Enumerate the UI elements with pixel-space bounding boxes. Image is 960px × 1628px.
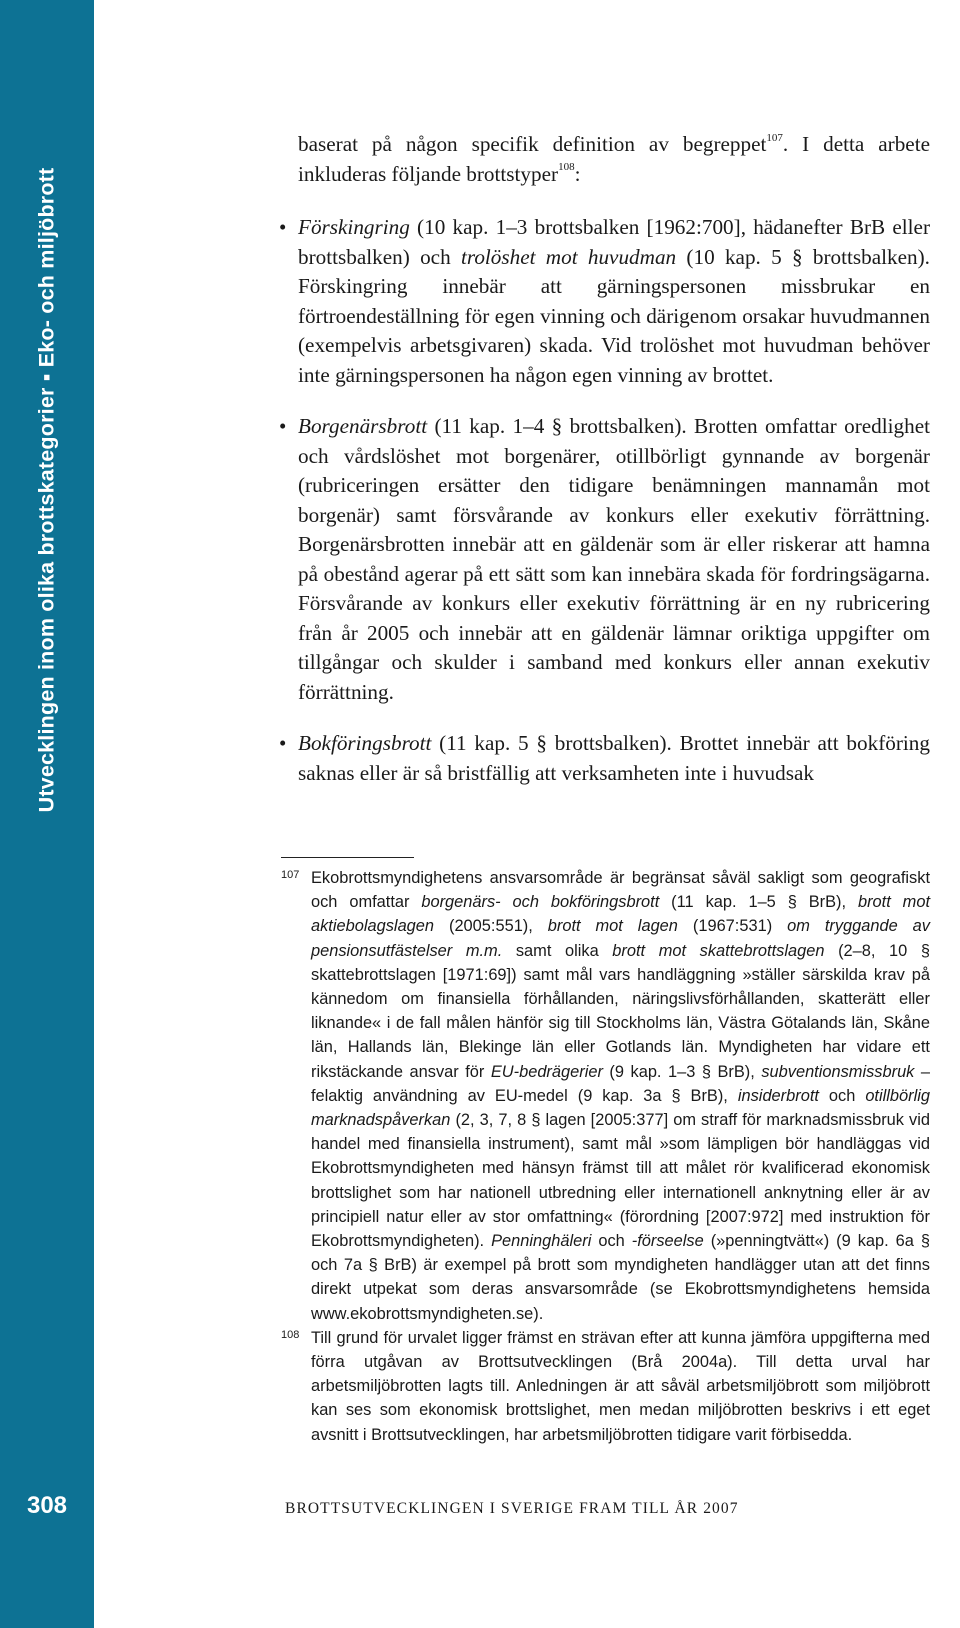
footnote-ref-107: 107 [766, 131, 783, 144]
footnote-ref-108: 108 [558, 161, 575, 174]
footnote-italic-term: brott mot lagen [547, 917, 678, 936]
intro-text: . I detta arbete inkluderas följande brottstyper [298, 132, 931, 186]
list-item [279, 213, 930, 390]
footnote-italic-term: Penninghäleri [491, 1232, 592, 1251]
footnote-italic-term: brott mot skattebrottslagen [612, 941, 825, 960]
crime-term: Borgenärsbrott [298, 414, 428, 438]
running-footer: BROTTSUTVECKLINGEN I SVERIGE FRAM TILL ÅR 2007 [285, 1500, 739, 1517]
footnote-text [311, 1329, 930, 1444]
footnote-italic-term: -förseelse [631, 1232, 704, 1251]
footnote-text-segment: (2, 3, 7, 8 § lagen [2005:377] om straff för marknadsmissbruk vid handel med finansiella instrument), samt mål »som lämpligen bör handläggas vid Ekobrottsmyndigheten med hänsyn främst till att målet rör kvalificerad ekonomisk brottslighet som har nationell utbredning eller internationell anknytning eller är av principiell natur eller av stor omfattning« (förordning [2007:972] med instruktion för Ekobrottsmyndigheten). [311, 1111, 930, 1251]
footnote-text-segment: (»penningtvätt«) (9 kap. 6a § och 7a § BrB) är exempel på brott som myndigheten handlägger utan att det finns direkt utpekat som deras ansvarsområde (se Ekobrottsmyndighetens hemsida www.ekobrottsmyndigheten.se). [311, 1232, 930, 1323]
footnote-text-segment: (2–8, 10 § skattebrottslagen [1971:69]) samt mål vars handläggning »ställer särskilda krav på kännedom om finansiella förhållanden, näringslivsförhållanden, skatterätt eller liknande« i de fall målen hänför sig till Stockholms län, Västra Götalands län, Skåne län, Hallands län, Blekinge län eller Gotlands län. Myndigheten har vidare ett rikstäckande ansvar för [311, 941, 930, 1081]
footnote-108 [281, 1326, 930, 1447]
footnotes [281, 866, 930, 1447]
footnote-divider [281, 857, 414, 858]
footnote-text-segment: samt olika [502, 941, 613, 960]
footnote-text [311, 869, 930, 1323]
crime-term: trolöshet mot huvudman [460, 244, 677, 269]
list-item [279, 729, 930, 788]
list-item-text: (11 kap. 5 § brottsbalken). Brottet innebär att bokföring saknas eller är så bristfällig att verksamheten inte i huvudsak [298, 731, 930, 785]
main-text [279, 130, 931, 810]
footnote-text-segment: (9 kap. 1–3 § BrB), [602, 1062, 762, 1081]
bullet-icon: • [279, 215, 287, 239]
footnote-italic-term: insiderbrott [737, 1086, 819, 1105]
crime-term: Förskingring [298, 215, 410, 239]
footnote-107 [281, 866, 930, 1326]
footnote-text-segment: och [818, 1086, 866, 1105]
sidebar-title: Utvecklingen inom olika brottskategorier ▪ Eko- och miljöbrott [34, 167, 59, 813]
crime-term: Bokföringsbrott [298, 731, 432, 755]
footnote-text-segment: Till grund för urvalet ligger främst en strävan efter att kunna jämföra uppgifterna med förra utgåvan av Brottsutvecklingen (Brå 2004a). Till detta urval har arbetsmiljöbrotten lagts till. Anledningen är att såväl arbetsmiljöbrott som miljöbrott kan ses som ekonomisk brottslighet, men medan miljöbrotten beskrivs i ett eget avsnitt i Brottsutvecklingen, har arbetsmiljöbrotten tidigare varit förbisedda. [311, 1328, 930, 1444]
footnote-text-segment: Ekobrottsmyndighetens ansvarsområde är begränsat såväl sakligt som geografiskt och omfattar [311, 869, 930, 912]
page-number: 308 [26, 1492, 68, 1519]
crime-type-list [279, 213, 930, 788]
list-item-text: (10 kap. 1–3 brottsbalken [1962:700], hädanefter BrB eller brottsbalken) och [298, 215, 930, 269]
footnote-italic-term: subventionsmissbruk [761, 1062, 915, 1081]
footnote-text-segment: (1967:531) [677, 917, 788, 936]
footnote-number: 108 [281, 1328, 300, 1341]
sidebar [0, 0, 94, 1628]
footnote-italic-term: om tryggande av pensionsutfästelser m.m. [311, 917, 930, 960]
footnote-text-segment: och [591, 1232, 632, 1251]
bullet-icon: • [279, 414, 287, 438]
footnote-italic-term: EU-bedrägerier [490, 1062, 603, 1081]
footnote-text-segment: (2005:551), [434, 917, 548, 936]
footnote-italic-term: borgenärs- och bokföringsbrott [421, 893, 660, 912]
footnote-text-segment: – felaktig användning av EU-medel (9 kap. 3a § BrB), [311, 1062, 930, 1105]
footnote-italic-term: otillbörlig marknadspåverkan [311, 1086, 930, 1130]
intro-text: baserat på någon specifik definition av begreppet [298, 132, 767, 156]
intro-paragraph [298, 130, 930, 189]
footnote-number: 107 [281, 869, 300, 881]
footnote-text-segment: (11 kap. 1–5 § BrB), [659, 893, 858, 912]
list-item-text: (10 kap. 5 § brottsbalken). Förskingring innebär att gärningspersonen missbrukar en förtroendeställning för egen vinning och därigenom orsakar huvudmannen (exempelvis arbetsgivaren) skada. Vid trolöshet mot huvudman behöver inte gärningspersonen ha någon egen vinning av brottet. [298, 244, 930, 387]
footnote-italic-term: brott mot aktiebolagslagen [311, 893, 930, 936]
intro-text: : [574, 161, 581, 186]
bullet-icon: • [279, 731, 287, 755]
list-item [279, 412, 930, 707]
list-item-text: (11 kap. 1–4 § brottsbalken). Brotten omfattar oredlighet och vårdslöshet mot borgenärer, otillbörligt gynnande av borgenär (rubriceringen ersätter den tidigare benämningen mannamån mot borgenär) samt försvårande av konkurs eller exekutiv förrättning. Borgenärsbrotten innebär att en gäldenär som är eller riskerar att hamna på obestånd agerar på ett sätt som kan innebära skada för fordringsägarna. Försvårande av konkurs eller exekutiv förrättning är en ny rubricering från år 2005 och innebär att en gäldenär lämnar oriktiga uppgifter om tillgångar och skulder i samband med konkurs eller annan exekutiv förrättning. [298, 414, 930, 704]
